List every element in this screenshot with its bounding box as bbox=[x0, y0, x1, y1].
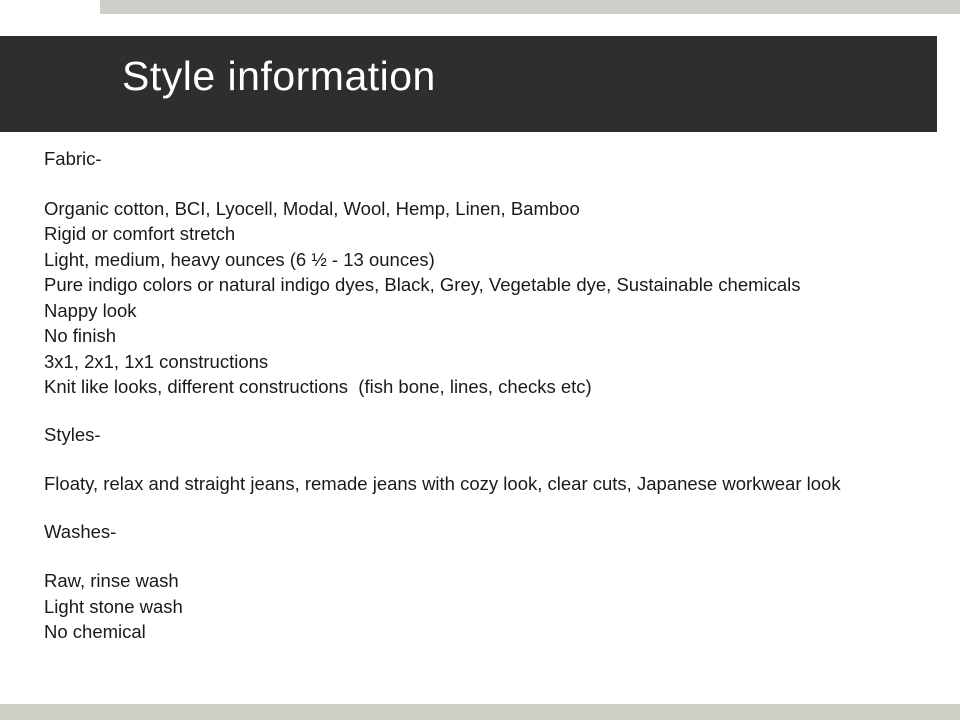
section-line: 3x1, 2x1, 1x1 constructions bbox=[44, 350, 269, 372]
section-line: Raw, rinse wash bbox=[44, 570, 179, 591]
section-heading-washes: Washes- bbox=[44, 520, 117, 542]
bottom-accent-left-spacer bbox=[0, 696, 100, 704]
section-line: Light stone wash bbox=[44, 595, 183, 617]
title-band-right-spacer bbox=[937, 36, 960, 132]
section-line: Floaty, relax and straight jeans, remade jeans with cozy look, clear cuts, Japanese workwear look bbox=[44, 473, 841, 494]
bottom-accent-bar bbox=[0, 704, 960, 720]
section-line: No chemical bbox=[44, 621, 146, 642]
section-line: No finish bbox=[44, 325, 116, 346]
section-line: Knit like looks, different constructions (fish bone, lines, checks etc) bbox=[44, 376, 592, 397]
section-line: Organic cotton, BCI, Lyocell, Modal, Wool, Hemp, Linen, Bamboo bbox=[44, 197, 580, 219]
page-title: Style information bbox=[122, 53, 436, 99]
section-line: Rigid or comfort stretch bbox=[44, 223, 236, 244]
slide-body bbox=[44, 146, 924, 667]
section-line: Nappy look bbox=[44, 299, 137, 321]
section-line: Pure indigo colors or natural indigo dyes, Black, Grey, Vegetable dye, Sustainable chemicals bbox=[44, 274, 801, 295]
section-styles bbox=[44, 422, 924, 497]
section-heading-styles: Styles- bbox=[44, 423, 101, 445]
section-washes bbox=[44, 519, 924, 645]
top-accent-bar bbox=[100, 0, 960, 14]
section-fabric bbox=[44, 146, 924, 400]
section-heading-fabric: Fabric- bbox=[44, 148, 102, 169]
section-line: Light, medium, heavy ounces (6 ½ - 13 ounces) bbox=[44, 248, 435, 270]
top-accent-left-spacer bbox=[0, 0, 100, 14]
